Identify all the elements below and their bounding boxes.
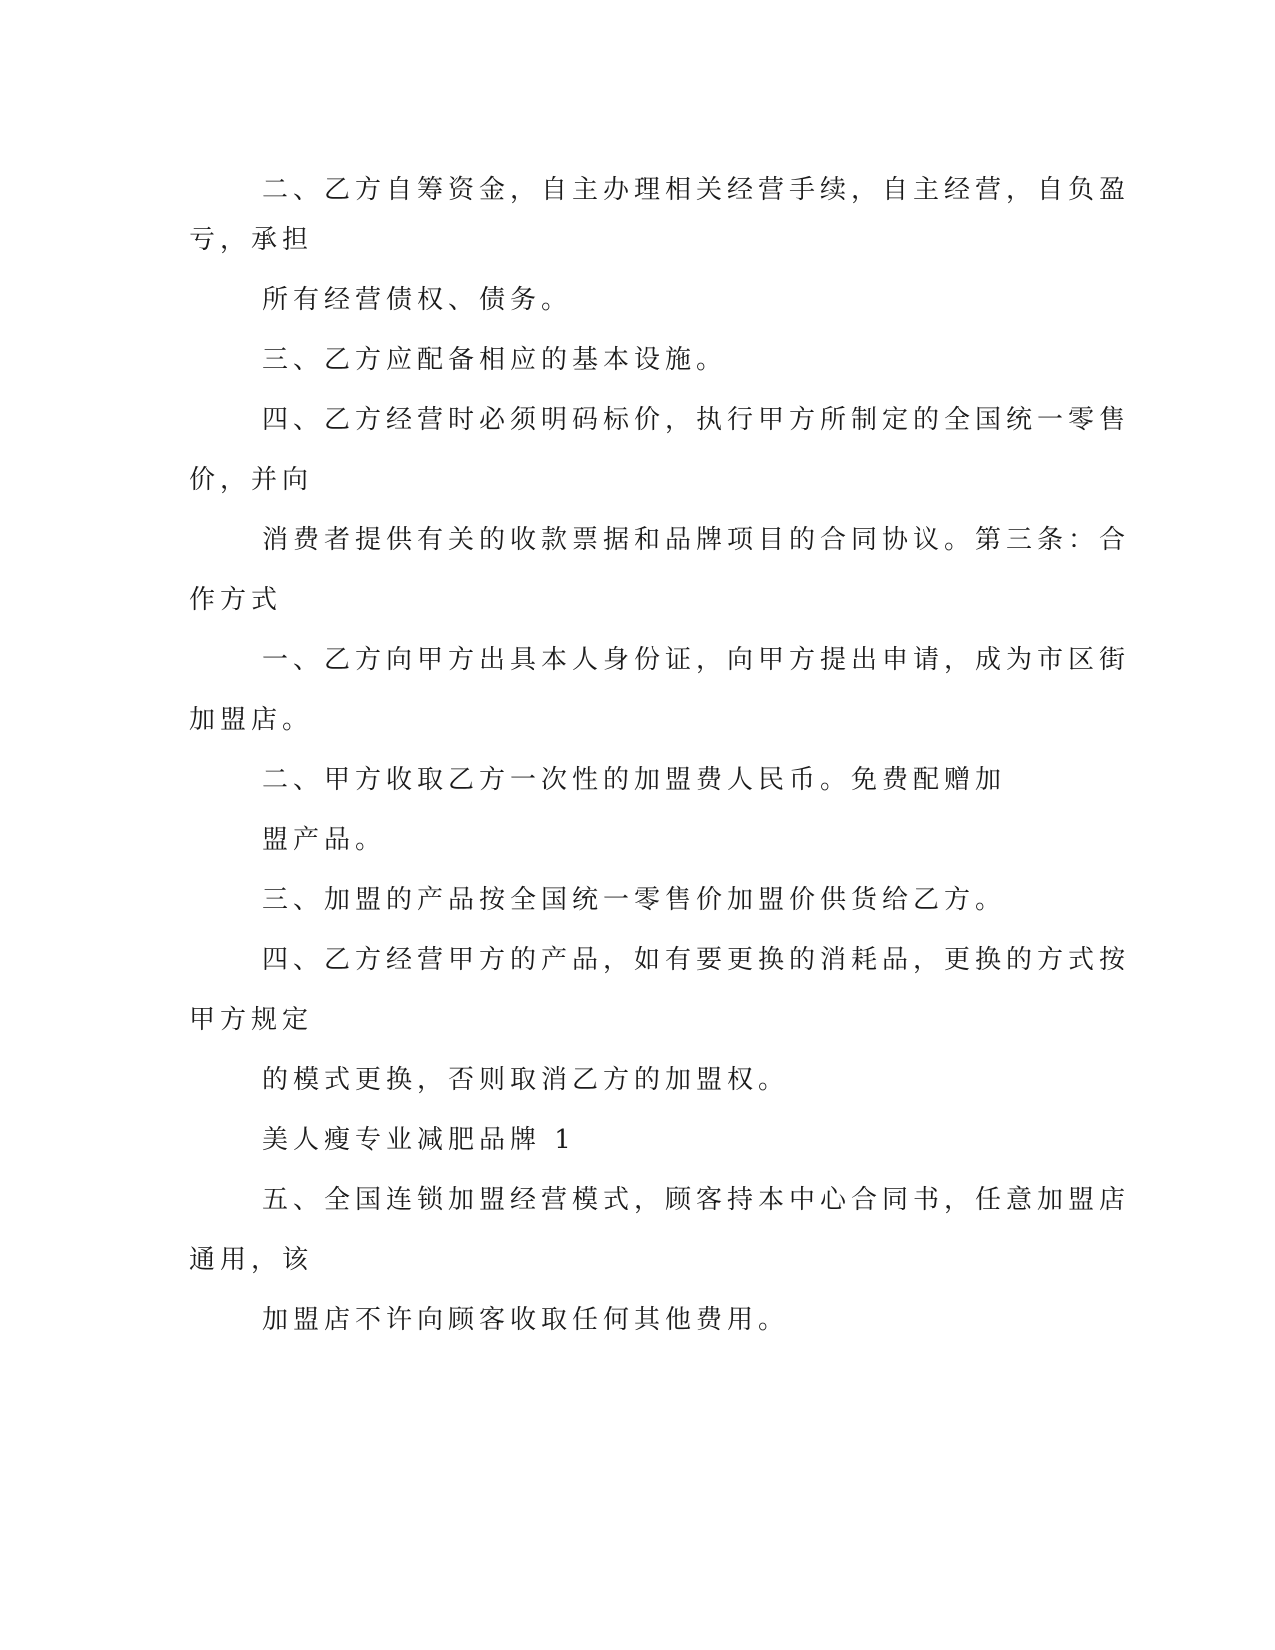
paragraph-line: 作方式	[189, 585, 283, 615]
paragraph-line: 亏，承担	[189, 225, 314, 255]
paragraph-line: 所有经营债权、债务。	[262, 285, 573, 315]
paragraph-line: 的模式更换，否则取消乙方的加盟权。	[262, 1065, 790, 1095]
paragraph-line: 五、全国连锁加盟经营模式，顾客持本中心合同书，任意加盟店	[262, 1185, 1131, 1215]
paragraph-line: 加盟店不许向顾客收取任何其他费用。	[262, 1305, 790, 1335]
paragraph-line: 四、乙方经营时必须明码标价，执行甲方所制定的全国统一零售	[262, 405, 1131, 435]
paragraph-line: 盟产品。	[262, 825, 387, 855]
paragraph-line: 通用，该	[189, 1245, 314, 1275]
paragraph-line: 美人瘦专业减肥品牌 1	[262, 1125, 576, 1155]
paragraph-line: 二、甲方收取乙方一次性的加盟费人民币。免费配赠加	[262, 765, 1007, 795]
paragraph-line: 二、乙方自筹资金，自主办理相关经营手续，自主经营，自负盈	[262, 175, 1131, 205]
paragraph-line: 消费者提供有关的收款票据和品牌项目的合同协议。第三条：合	[262, 525, 1131, 555]
paragraph-line: 三、加盟的产品按全国统一零售价加盟价供货给乙方。	[262, 885, 1007, 915]
paragraph-line: 四、乙方经营甲方的产品，如有要更换的消耗品，更换的方式按	[262, 945, 1131, 975]
paragraph-line: 价，并向	[189, 465, 314, 495]
paragraph-line: 一、乙方向甲方出具本人身份证，向甲方提出申请，成为市区街	[262, 645, 1131, 675]
paragraph-line: 三、乙方应配备相应的基本设施。	[262, 345, 728, 375]
paragraph-line: 甲方规定	[189, 1005, 314, 1035]
paragraph-line: 加盟店。	[189, 705, 314, 735]
